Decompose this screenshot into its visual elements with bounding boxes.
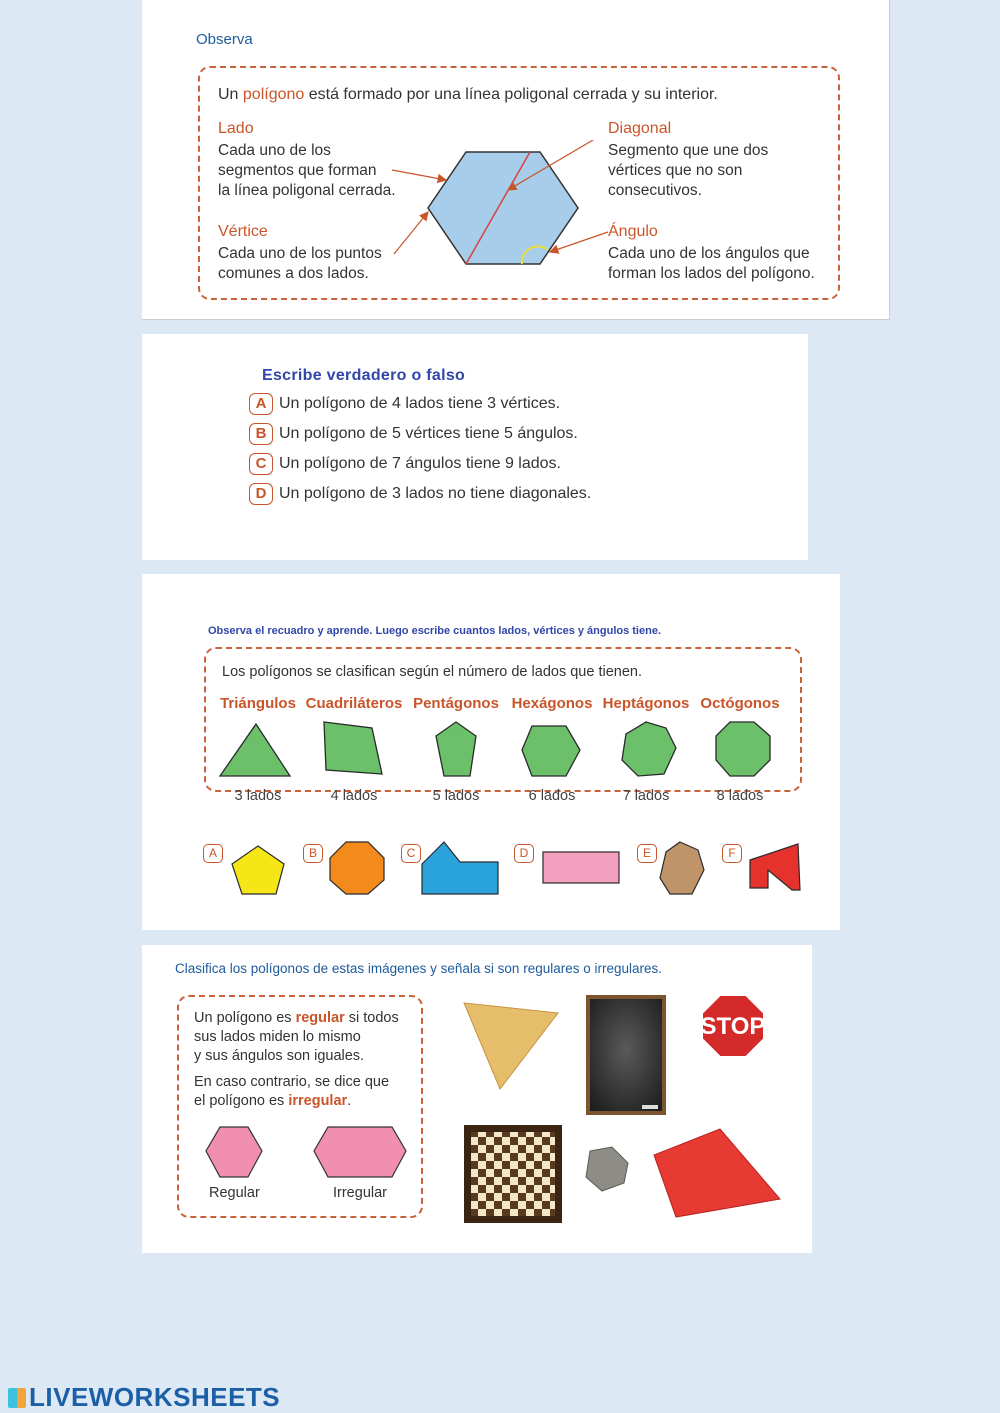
exercise-label-f: F [722, 844, 742, 863]
angulo-text: Cada uno de los ángulos que forman los lados del polígono. [608, 245, 815, 282]
true-false-list [249, 393, 591, 513]
diagonal-title: Diagonal [608, 120, 672, 137]
regular-hexagon [206, 1127, 262, 1177]
photo-grid [462, 993, 792, 1229]
triangle-shape [220, 724, 290, 776]
cat-hexagonos: Hexágonos [511, 695, 593, 712]
exercise-shape-c [422, 842, 498, 894]
liveworksheets-logo[interactable]: LIVEWORKSHEETS [8, 1382, 280, 1413]
vertice-text: Cada uno de los puntos comunes a dos lados. [218, 245, 382, 282]
exercise-label-e: E [637, 844, 657, 863]
regular-label: Regular [209, 1185, 260, 1201]
observa-heading: Observa [196, 31, 253, 48]
lado-arrow [392, 170, 446, 180]
exercise-label-a: A [203, 844, 223, 863]
tf-item-c: C Un polígono de 7 ángulos tiene 9 lados. [249, 453, 591, 475]
cat-pentagonos: Pentágonos [413, 695, 499, 712]
nacho-triangle [464, 1003, 558, 1089]
regular-definition: Un polígono es regular si todos sus lados miden lo mismo y sus ángulos son iguales. En caso contrario, se dice que el polígono es irregular. [194, 1010, 399, 1109]
lado-title: Lado [218, 120, 254, 137]
tf-item-b: B Un polígono de 5 vértices tiene 5 ángulos. [249, 423, 591, 445]
sides-8: 8 lados [716, 788, 764, 804]
pentagon-shape [436, 722, 476, 776]
exercise-shape-f [750, 844, 800, 890]
hexagon-green-shape [522, 726, 580, 776]
hexagon-shape [428, 152, 578, 264]
cat-octogonos: Octógonos [700, 695, 780, 712]
sides-5: 5 lados [432, 788, 480, 804]
chalkboard [586, 995, 666, 1115]
diagonal-text: Segmento que une dos vértices que no son consecutivos. [608, 142, 769, 199]
irregular-hexagon [314, 1127, 406, 1177]
chessboard [464, 1125, 562, 1223]
cat-triangulos: Triángulos [220, 695, 296, 712]
sides-6: 6 lados [528, 788, 576, 804]
exercise-shape-d [543, 852, 619, 883]
stop-text: STOP [700, 1013, 766, 1040]
sides-7: 7 lados [622, 788, 670, 804]
cat-heptagonos: Heptágonos [602, 695, 690, 712]
cat-cuadrilateros: Cuadriláteros [305, 695, 403, 712]
sides-4: 4 lados [330, 788, 378, 804]
stop-sign [701, 995, 766, 1057]
stone-hexagon [586, 1147, 628, 1191]
octagon-shape [716, 722, 770, 776]
irregular-term: irregular [288, 1093, 348, 1109]
classification-heading: Observa el recuadro y aprende. Luego escribe cuantos lados, vértices y ángulos tiene. [208, 625, 661, 637]
tf-item-d: D Un polígono de 3 lados no tiene diagonales. [249, 483, 591, 505]
regular-irregular-panel [142, 945, 812, 1253]
sides-3: 3 lados [234, 788, 282, 804]
exercise-shape-a [232, 846, 284, 894]
true-false-heading: Escribe verdadero o falso [262, 367, 466, 384]
regular-term: regular [295, 1010, 345, 1026]
vertice-title: Vértice [218, 223, 268, 240]
exercise-label-b: B [303, 844, 323, 863]
exercise-shape-b [330, 842, 384, 894]
polygon-term: polígono [242, 86, 305, 103]
vertice-arrow [394, 212, 428, 254]
tf-item-a: A Un polígono de 4 lados tiene 3 vértices. [249, 393, 591, 415]
lado-text: Cada uno de los segmentos que forman la línea poligonal cerrada. [218, 142, 396, 199]
classification-panel [142, 574, 840, 930]
exercise-shapes [202, 834, 812, 898]
exercise-shape-e [660, 842, 704, 894]
hexagon-diagram [382, 140, 622, 280]
observa-panel [142, 0, 890, 320]
irregular-label: Irregular [333, 1185, 387, 1201]
category-shapes [202, 714, 802, 784]
regular-irregular-shapes [198, 1121, 418, 1181]
angulo-title: Ángulo [608, 223, 658, 240]
heptagon-shape [622, 722, 676, 776]
quadrilateral-shape [324, 722, 382, 774]
true-false-panel [142, 334, 808, 560]
classification-intro: Los polígonos se clasifican según el número de lados que tienen. [222, 664, 642, 680]
logo-icon [8, 1388, 26, 1408]
regular-heading: Clasifica los polígonos de estas imágenes y señala si son regulares o irregulares. [175, 961, 663, 976]
polygon-definition: Un polígono está formado por una línea poligonal cerrada y su interior. [218, 86, 718, 103]
exercise-label-d: D [514, 844, 534, 863]
red-gem [654, 1129, 780, 1217]
exercise-label-c: C [401, 844, 421, 863]
